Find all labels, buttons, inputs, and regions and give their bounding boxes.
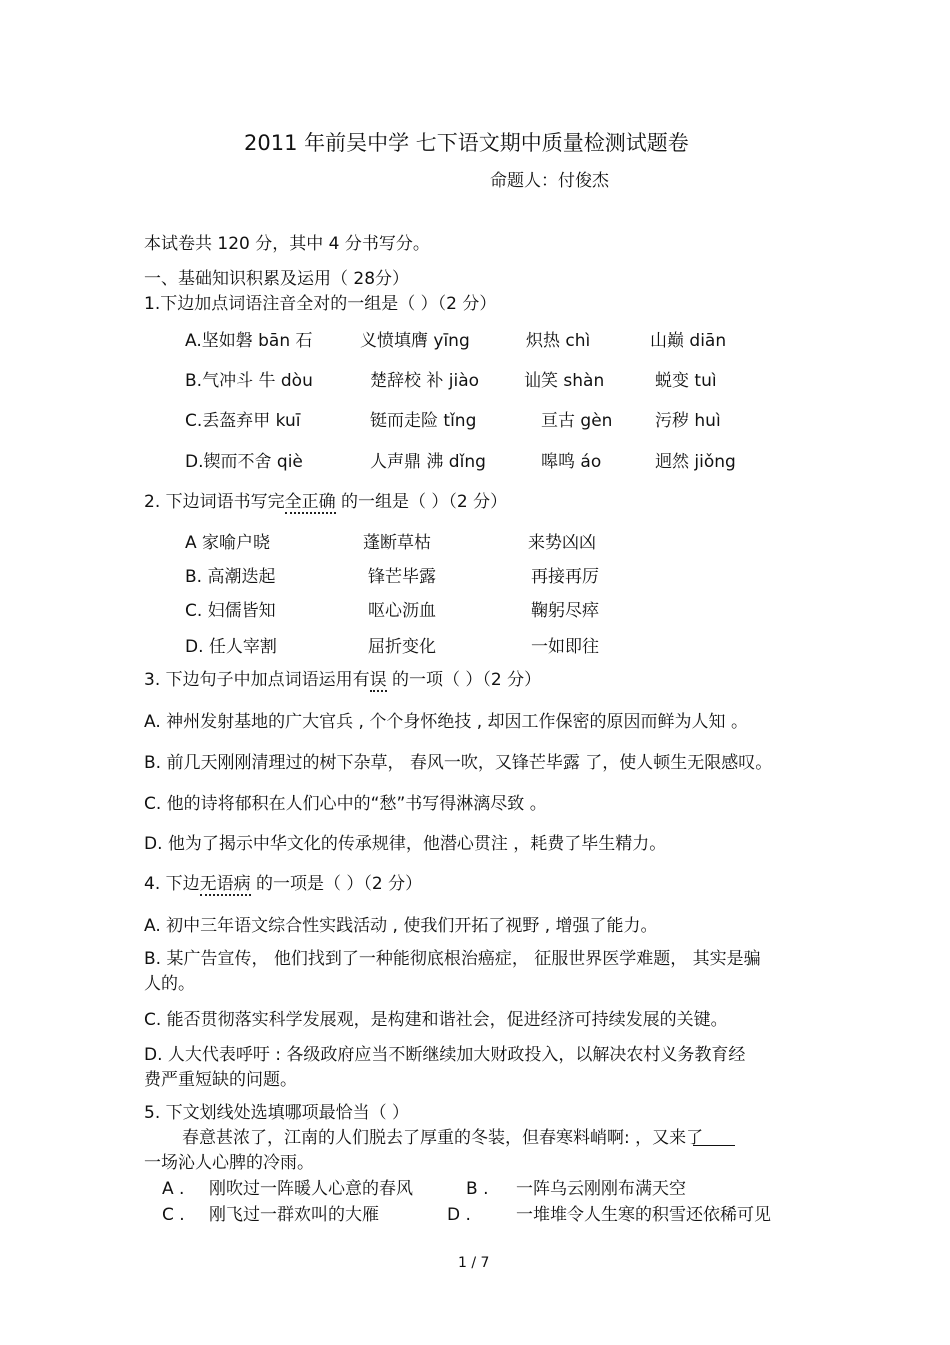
q4-stem-emphasis: 无语病 [199,874,251,894]
q2-row-d-col2: 屈折变化 [368,637,436,657]
question-1-stem: 1.下边加点词语注音全对的一组是（ ）（2 分） [144,294,497,314]
q2-row-a-col3: 来势凶凶 [528,533,596,553]
q5-option-a-label: A . [162,1179,185,1199]
question-2-stem [144,491,507,513]
q1-row-c-col2: 铤而走险 tǐng [370,411,477,431]
page-number: 1 / 7 [458,1255,490,1271]
q5-option-a: 刚吹过一阵暖人心意的春风 [209,1179,413,1199]
q5-option-d-label: D . [447,1205,471,1225]
q2-stem-start: 2. 下边词语书写完 [144,492,285,512]
q1-row-a-col2: 义愤填膺 yīng [360,331,470,351]
q2-row-c-col1: C. 妇儒皆知 [185,601,276,621]
q5-option-b-label: B . [466,1179,489,1199]
q3-stem-end: 的一项（ ）（2 分） [386,670,542,690]
q3-option-c: C. 他的诗将郁积在人们心中的“愁”书写得淋漓尽致 。 [144,794,547,814]
q2-row-a-col2: 蓬断草枯 [363,533,431,553]
q2-row-c-col3: 鞠躬尽瘁 [531,601,599,621]
q1-row-b-col3: 讪笑 shàn [524,371,605,391]
q4-stem-start: 4. 下边 [144,874,200,894]
q1-row-c-col4: 污秽 huì [655,411,721,431]
q3-option-a: A. 神州发射基地的广大官兵 , 个个身怀绝技 , 却因工作保密的原因而鲜为人知 。 [144,712,748,732]
q2-row-b-col3: 再接再厉 [531,567,599,587]
q4-stem-end: 的一项是（ ）（2 分） [250,874,423,894]
question-5-stem: 5. 下文划线处选填哪项最恰当（ ） [144,1103,410,1123]
q1-row-c-col3: 亘古 gèn [541,411,613,431]
q1-row-b-col1: B.气冲斗 牛 dòu [185,371,313,391]
q1-row-a-col1: A.坚如磐 bān 石 [185,331,313,351]
q2-row-b-col2: 锋芒毕露 [368,567,436,587]
q2-stem-emphasis: 全正确 [284,492,336,512]
section-heading-1: 一、基础知识积累及运用（ 28分） [144,269,410,289]
q4-option-c: C. 能否贯彻落实科学发展观，是构建和谐社会，促进经济可持续发展的关键。 [144,1010,728,1030]
q3-option-b: B. 前几天刚刚清理过的树下杂草， 春风一吹，又锋芒毕露 了，使人顿生无限感叹。 [144,753,773,773]
q2-row-d-col3: 一如即往 [531,637,599,657]
question-4-stem [144,873,422,895]
q3-stem-emphasis: 误 [369,670,387,690]
q2-stem-end: 的一组是（ ）（2 分） [335,492,508,512]
q2-row-b-col1: B. 高潮迭起 [185,567,276,587]
question-3-stem [144,669,541,691]
q2-row-c-col2: 呕心沥血 [368,601,436,621]
q1-row-a-col3: 炽热 chì [526,331,591,351]
q4-option-d-line2: 费严重短缺的问题。 [144,1070,297,1090]
q5-option-d: 一堆堆令人生寒的积雪还依稀可见 [516,1205,771,1225]
q4-option-b-line1: B. 某广告宣传， 他们找到了一种能彻底根治癌症， 征服世界医学难题， 其实是骗 [144,949,761,969]
q1-row-b-col4: 蜕变 tuì [655,371,717,391]
q1-row-b-col2: 楚辞校 补 jiào [370,371,480,391]
q1-row-c-col1: C.丢盔弃甲 kuī [185,411,301,431]
q5-option-b: 一阵乌云刚刚布满天空 [516,1179,686,1199]
page-title: 2011 年前吴中学 七下语文期中质量检测试题卷 [244,131,689,155]
author-line: 命题人：付俊杰 [490,171,609,191]
q4-option-d-line1: D. 人大代表呼吁 : 各级政府应当不断继续加大财政投入，以解决农村义务教育经 [144,1045,746,1065]
q1-row-d-col2: 人声鼎 沸 dǐng [370,452,486,472]
q5-answer-blank [693,1145,735,1146]
q5-option-c: 刚飞过一群欢叫的大雁 [209,1205,379,1225]
q2-row-a-col1: A 家喻户晓 [185,533,271,553]
q5-passage-line1: 春意甚浓了，江南的人们脱去了厚重的冬装，但春寒料峭啊: ，又来了 [182,1128,704,1148]
q1-row-d-col4: 迥然 jiǒng [655,452,736,472]
q1-row-a-col4: 山巅 diān [650,331,727,351]
q3-stem-start: 3. 下边句子中加点词语运用有 [144,670,370,690]
q3-option-d: D. 他为了揭示中华文化的传承规律，他潜心贯注 ，耗费了毕生精力。 [144,834,667,854]
q1-row-d-col3: 嗥鸣 áo [541,452,602,472]
q5-option-c-label: C . [162,1205,185,1225]
exam-intro: 本试卷共 120 分，其中 4 分书写分。 [144,234,430,254]
q4-option-a: A. 初中三年语文综合性实践活动 , 使我们开拓了视野 , 增强了能力。 [144,916,658,936]
q2-row-d-col1: D. 任人宰割 [185,637,277,657]
q1-row-d-col1: D.锲而不舍 qiè [185,452,303,472]
q5-passage-line2: 一场沁人心脾的冷雨。 [144,1153,314,1173]
q4-option-b-line2: 人的。 [144,974,195,994]
